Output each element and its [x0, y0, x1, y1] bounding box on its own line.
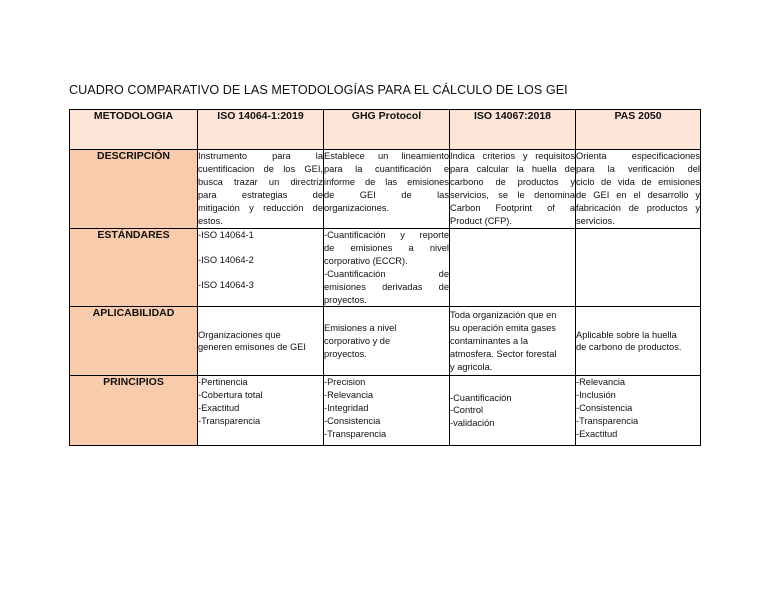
cell-line: -Cuantificación — [450, 392, 512, 403]
cell-line: de GEI de las — [324, 189, 449, 200]
cell-estandares-iso14067 — [450, 229, 576, 307]
table-row-principios — [70, 376, 701, 446]
cell-line: -Inclusión — [576, 390, 616, 401]
cell-line: y agricola. — [450, 361, 493, 372]
cell-line: su operación emita gases — [450, 323, 556, 334]
cell-line: -Pertinencia — [198, 377, 248, 388]
header-ghg-protocol: GHG Protocol — [324, 110, 450, 150]
cell-aplicabilidad-pas2050 — [576, 307, 701, 376]
cell-line: proyectos. — [324, 294, 367, 305]
cell-line: -Consistencia — [324, 416, 381, 427]
cell-line: carbono de productos y — [450, 176, 575, 187]
cell-line: de carbono de productos. — [576, 342, 682, 353]
cell-principios-iso14067 — [450, 376, 576, 446]
header-iso-14067: ISO 14067:2018 — [450, 110, 576, 150]
cell-line: contaminantes a la — [450, 335, 529, 346]
cell-line: Instrumento para la — [198, 151, 323, 161]
cell-line: -Exactitud — [576, 429, 618, 440]
cell-line: -Consistencia — [576, 403, 633, 414]
cell-estandares-pas2050 — [576, 229, 701, 307]
row-label-aplicabilidad: APLICABILIDAD — [70, 307, 198, 376]
cell-line: estos. — [198, 215, 223, 226]
cell-line: -Relevancia — [324, 390, 374, 401]
cell-line: mitigación y reducción de — [198, 202, 323, 213]
cell-line: ciclo de vida de emisiones — [576, 176, 700, 187]
cell-estandares-iso14064 — [198, 229, 324, 307]
cell-line: Toda organización que en — [450, 310, 557, 321]
comparison-table — [69, 109, 701, 446]
table-row-descripcion — [70, 150, 701, 229]
cell-line: corporativo y de — [324, 335, 391, 346]
cell-line: organizaciones. — [324, 202, 390, 213]
cell-line: Carbon Footprint of a — [450, 202, 575, 213]
cell-line: -Precision — [324, 377, 366, 388]
cell-line: para la verificación del — [576, 163, 700, 174]
cell-line: busca trazar un directriz — [198, 176, 323, 187]
cell-line: atmosfera. Sector forestal — [450, 348, 557, 359]
header-pas-2050: PAS 2050 — [576, 110, 701, 150]
cell-line: -ISO 14064-2 — [198, 254, 254, 265]
cell-line: corporativo (ECCR). — [324, 255, 408, 266]
cell-aplicabilidad-iso14067 — [450, 307, 576, 376]
cell-line: Orienta especificaciones — [576, 151, 700, 161]
cell-line: -Transparencia — [324, 429, 387, 440]
document-title: CUADRO COMPARATIVO DE LAS METODOLOGÍAS PARA EL CÁLCULO DE LOS GEI — [69, 83, 568, 97]
cell-line: para calcular la huella de — [450, 163, 575, 174]
row-label-estandares: ESTÁNDARES — [70, 229, 198, 307]
cell-line: de GEI en el desarrollo y — [576, 189, 700, 200]
cell-descripcion-iso14064 — [198, 150, 324, 229]
cell-line: Indica criterios y requisitos — [450, 151, 575, 161]
cell-line: -Cobertura total — [198, 390, 263, 401]
header-iso-14064: ISO 14064-1:2019 — [198, 110, 324, 150]
row-label-descripcion: DESCRIPCIÓN — [70, 150, 198, 229]
cell-line: -validación — [450, 418, 495, 429]
cell-line: Aplicable sobre la huella — [576, 329, 677, 340]
cell-line: Product (CFP). — [450, 215, 512, 226]
cell-line: -ISO 14064-1 — [198, 230, 254, 240]
cell-line: servicios, se le denomina — [450, 189, 575, 200]
header-row — [70, 110, 701, 150]
cell-principios-iso14064 — [198, 376, 324, 446]
cell-line: Emisiones a nivel — [324, 323, 397, 334]
cell-line: proyectos. — [324, 348, 367, 359]
cell-aplicabilidad-iso14064 — [198, 307, 324, 376]
cell-line: -Integridad — [324, 403, 369, 414]
cell-line: generen emisones de GEI — [198, 342, 307, 353]
cell-line: cuentificacion de los GEI, — [198, 163, 323, 174]
cell-line: -Exactitud — [198, 403, 240, 414]
cell-line: fabricación de productos y — [576, 202, 700, 213]
cell-line: para estrategias de — [198, 189, 323, 200]
cell-line: informe de las emisiones — [324, 176, 449, 187]
header-metodologia: METODOLOGIA — [70, 110, 198, 150]
cell-line: -ISO 14064-3 — [198, 279, 254, 290]
cell-line: Organizaciones que — [198, 329, 281, 340]
cell-line: para la cuantificación e — [324, 163, 449, 174]
cell-descripcion-pas2050 — [576, 150, 701, 229]
cell-line: -Control — [450, 405, 484, 416]
cell-descripcion-ghg — [324, 150, 450, 229]
cell-line: -Relevancia — [576, 377, 626, 388]
cell-line: -Cuantificación y reporte — [324, 230, 449, 240]
cell-line: servicios. — [576, 215, 615, 226]
cell-line: Establece un lineamiento — [324, 151, 449, 161]
cell-line: -Transparencia — [576, 416, 639, 427]
cell-principios-pas2050 — [576, 376, 701, 446]
row-label-principios: PRINCIPIOS — [70, 376, 198, 446]
cell-line: -Transparencia — [198, 416, 261, 427]
cell-aplicabilidad-ghg — [324, 307, 450, 376]
table-row-aplicabilidad — [70, 307, 701, 376]
table-row-estandares — [70, 229, 701, 307]
cell-line: -Cuantificación de — [324, 268, 449, 279]
cell-estandares-ghg — [324, 229, 450, 307]
cell-line: de emisiones a nivel — [324, 242, 449, 253]
cell-principios-ghg — [324, 376, 450, 446]
cell-line: emisiones derivadas de — [324, 281, 449, 292]
cell-descripcion-iso14067 — [450, 150, 576, 229]
